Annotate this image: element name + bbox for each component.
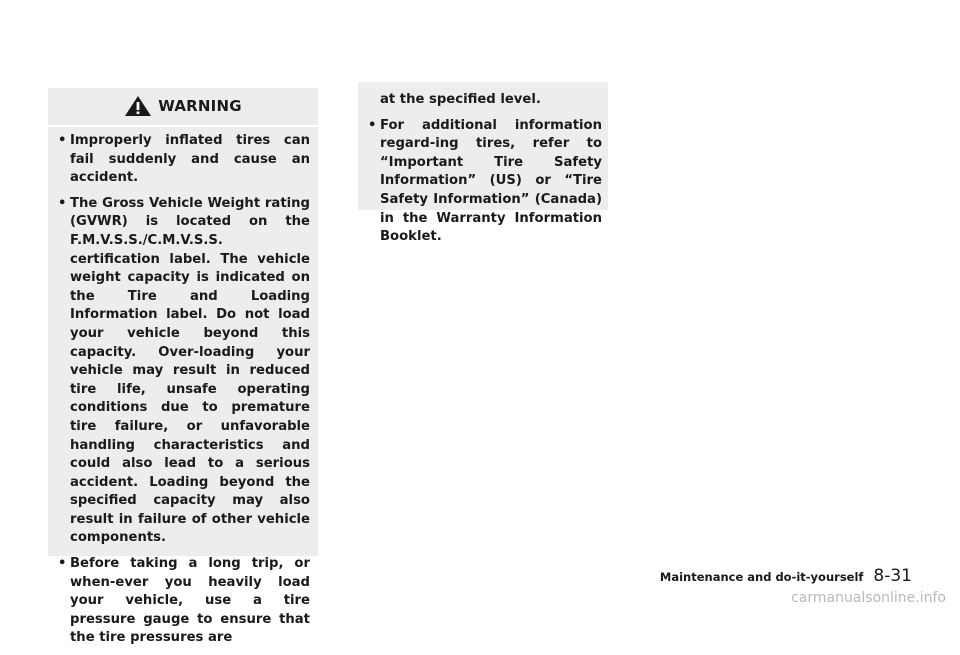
bullet-icon: •: [58, 195, 67, 211]
page-footer: [660, 566, 912, 586]
footer-section-title: Maintenance and do-it-yourself: [659, 570, 864, 584]
bullet-icon: •: [58, 556, 67, 572]
list-item: • The Gross Vehicle Weight rating (GVWR) is located on the F.M.V.S.S./C.M.V.S.S. certification label. The vehicle weight capacity is indicated on the Tire and Loading Information label. Do not load your vehicle beyond this capacity. Over-loading your vehicle may result in reduced tire life, unsafe operating conditions due to premature tire failure, or unfavorable handling characteristics and could also lead to a serious accident. Loading beyond the specified capacity may also result in failure of other vehicle components.: [58, 195, 310, 546]
list-item: • For additional information regard-ing tires, refer to “Important Tire Safety Information” (US) or “Tire Safety Information” (Canada) in the Warranty Information Booklet.: [368, 117, 602, 245]
warning-list-right: [358, 91, 602, 254]
watermark: carmanualsonline.info: [791, 590, 946, 606]
warning-divider: [48, 125, 318, 127]
page-number: 8-31: [873, 566, 912, 586]
warning-triangle-icon: [124, 95, 152, 117]
warning-panel-right: [358, 82, 608, 245]
warning-list-left: [48, 132, 310, 655]
bullet-icon: •: [58, 133, 67, 148]
warning-header: [48, 88, 318, 124]
bullet-icon: •: [368, 117, 377, 133]
warning-title: WARNING: [158, 97, 242, 115]
continuation-text: at the specified level.: [380, 92, 541, 107]
list-item: • Before taking a long trip, or when-ever you heavily load your vehicle, use a tire pressure gauge to ensure that the tire pressures are: [58, 556, 310, 646]
warning-panel-left: [48, 88, 318, 646]
list-item: • Improperly inflated tires can fail suddenly and cause an accident.: [58, 133, 310, 186]
